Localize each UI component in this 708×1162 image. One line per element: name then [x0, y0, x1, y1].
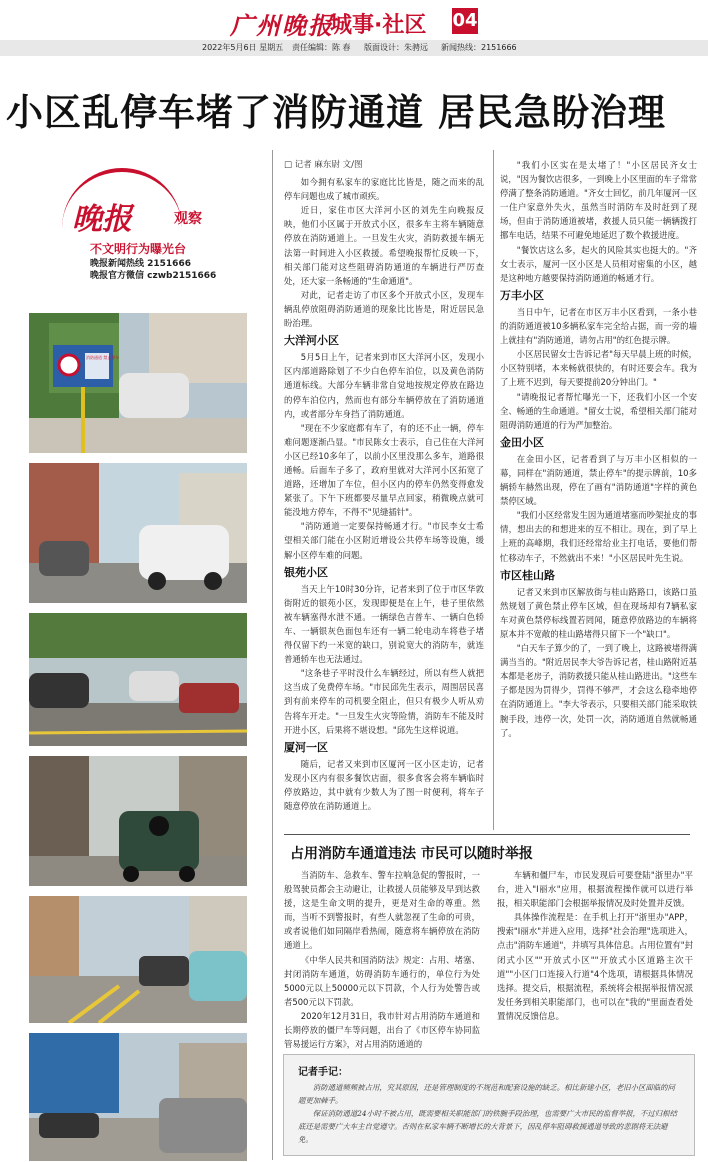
article-paragraph: 近日，家住市区大洋河小区的刘先生向晚报反映，他们小区属于开放式小区，很多车主将车辆随意停放在消防通道上。一旦发生火灾，消防救援车辆无法第一时间进入小区救援。希望晚报帮忙反映一下，相关部门能对这些阻碍消防通道的车辆进行严厉查处，还大家一条畅通的"生命通道"。	[284, 205, 484, 286]
reporter-notes-box	[283, 1054, 695, 1156]
page-headline: 小区乱停车堵了消防通道 居民急盼治理	[6, 91, 666, 134]
hotline-phone: 晚报新闻热线 2151666	[90, 259, 191, 269]
sub-article-title: 占用消防车通道违法 市民可以随时举报	[290, 846, 533, 862]
subhead-jintian: 金田小区	[500, 435, 544, 449]
sub-paragraph: 具体操作流程是：在手机上打开"浙里办"APP，搜索"I丽水"并进入应用，选择"社会治理"选项进入，点击"消防车通道"，并填写具体信息。占用位置有"封闭式小区""开放式小区""开放式小区道路主次干道""小区门口连接入行道"4个选项，请根据具体情况选择。提交后，根据流程，系统将会根据举报情况派发任务到相关职能部门，也可以在"我的"里面查看处置情况反馈信息。	[497, 912, 693, 1021]
notes-paragraph: 保证消防通道24小时不被占用，既需要相关职能部门的铁腕手段治理，也需要广大市民的监督举报，不过归根结底还是需要广大车主自觉遵守。否则在私家车辆不断增长的大背景下，因乱停车阻碍救援通道导致的悲剧将无法避免。	[298, 1109, 677, 1144]
subhead-guishan: 市区桂山路	[500, 568, 555, 582]
article-paragraph: "我们小区经常发生因为通道堵塞而吵架扯皮的事情，想出去的和想进来的互不相让。现在，到了早上上班的高峰期，我们还经常给业主打电话，要他们帮忙移动车子，不然就出不来！"小区居民叶先生说。	[500, 510, 697, 563]
info-line	[0, 40, 708, 56]
page-number-badge: 04	[452, 8, 478, 34]
article-paragraph: 随后，记者又来到市区厦河一区小区走访，记者发现小区内有很多餐饮店面，很多食客会将车辆临时停放路边，其中就有少数人为了图一时便利，将车子随意停放在消防通道上。	[284, 758, 484, 812]
article-paragraph: 当天上午10时30分许，记者来到了位于市区华敦街附近的银苑小区，发现即便是在上午，巷子里依然被车辆塞得水泄不通。一辆绿色吉普车、一辆白色轿车、一辆银灰色面包车还有一辆二轮电动车将巷子堵得仅留下约一米宽的缺口，别说宽大的消防车，就连普通轿车也无法通过。	[284, 583, 484, 665]
issue-date: 2022年5月6日 星期五	[202, 43, 284, 52]
article-paragraph: 如今拥有私家车的家庭比比皆是，随之而来的乱停车问题也成了城市顽疾。	[284, 177, 484, 202]
sub-article-rule	[284, 834, 690, 835]
news-hotline: 新闻热线：2151666	[441, 43, 517, 52]
sub-article-left	[284, 868, 480, 1051]
notes-body	[298, 1081, 682, 1146]
photo-yellow-line-road	[29, 896, 247, 1023]
column-rule	[272, 150, 273, 1160]
article-paragraph: 5月5日上午，记者来到市区大洋河小区，发现小区内部道路除划了不少白色停车泊位，以及黄色消防通道标线。大部分车辆非常自觉地按规定停放在路边的停车泊位内，然而也有部分车辆停放在了消防通道内，或者部分车身挡了消防通道。	[284, 352, 484, 419]
editor-credit: 责任编辑：陈 春	[292, 43, 351, 52]
article-column-1	[284, 158, 484, 813]
photo-alley-vehicles	[29, 613, 247, 746]
article-paragraph: 记者又来到市区解放街与桂山路路口，该路口虽然规划了黄色禁止停车区域，但在现场却有7辆私家车对黄色禁停标线置若罔闻，随意停放路边的车辆将原本并不宽敞的桂山路堵得只留下一个"缺口"。	[500, 586, 697, 639]
hotline-wechat: 晚报官方微信 czwb2151666	[90, 271, 217, 281]
article-paragraph: "请晚报记者帮忙曝光一下，还我们小区一个安全、畅通的生命通道。"留女士说，希望相关部门能对阻碍消防通道的行为严加整治。	[500, 391, 697, 430]
article-paragraph: "我们小区实在是太堵了！"小区居民齐女士说，"因为餐饮店很多，一到晚上小区里面的车子常常停满了整条消防通道。"齐女士回忆，前几年厦河一区一住户家意外失火，虽然当时消防车及时赶到了现场，但由于消防通道被堵，救援人员只能一辆辆拨打挪车电话，结果不可避免地延迟了数个救援进度。	[500, 160, 697, 241]
column-rule	[493, 150, 494, 830]
article-column-2	[500, 158, 697, 740]
notes-paragraph: 消防通道频频被占用，究其原因，还是管理制度的不规范和配套设施的缺乏。相比新建小区，老旧小区面临的问题更加棘手。	[298, 1083, 675, 1105]
article-paragraph: "消防通道一定要保持畅通才行。"市民李女士希望相关部门能在小区附近增设公共停车场等设施，缓解小区停车难的问题。	[284, 521, 484, 560]
column-logo	[62, 168, 222, 240]
photo-guishan-road	[29, 1033, 247, 1161]
logo-main-text: 晚报	[72, 202, 132, 237]
article-paragraph: 当日中午，记者在市区万丰小区看到，一条小巷的消防通道被10多辆私家车完全给占据，而一旁的墙上就挂有"消防通道，请勿占用"的红色提示牌。	[500, 306, 697, 346]
sub-paragraph: 2020年12月31日，我市针对占用消防车通道和长期停放的僵尸车等问题，出台了《市区停车协同监管易援运行方案》，对占用消防通道的	[284, 1010, 480, 1050]
newspaper-masthead: 广州晚报	[230, 11, 334, 40]
sub-paragraph: 《中华人民共和国消防法》规定：占用、堵塞、封闭消防车通道，妨碍消防车通行的，单位行为处5000元以上50000元以下罚款，个人行为处警告或者500元以下罚款。	[284, 954, 480, 1007]
logo-hotline	[90, 258, 216, 282]
section-title: 城事·社区	[330, 13, 427, 38]
photo-no-parking-sign	[29, 313, 247, 453]
logo-slogan: 不文明行为曝光台	[90, 242, 187, 256]
designer-credit: 版面设计：朱骋远	[364, 43, 428, 52]
subhead-xiahe: 厦河一区	[284, 740, 328, 754]
article-byline: □ 记者 麻东尉 文/图	[284, 160, 363, 170]
photo-street-parking	[29, 463, 247, 603]
article-paragraph: 对此，记者走访了市区多个开放式小区，发现车辆乱停放阻碍消防通道的现象比比皆是，附近居民急盼治理。	[284, 289, 484, 329]
logo-sub-text: 观察	[174, 211, 202, 227]
photo-jeep-in-alley	[29, 756, 247, 886]
article-paragraph: "这条巷子平时没什么车辆经过，所以有些人就把这当成了免费停车场。"市民邱先生表示，周围居民喜到有前来停车的司机要全阻止，但只有极少人听从劝告将车开走。"一旦发生火灾等险情，消防车不能及时开进小区，后果将不堪设想。"邱先生这样说道。	[284, 668, 484, 735]
sub-paragraph: 当消防车、急救车、警车拉响急促的警报时，一般驾驶员都会主动避让，让救援人员能够及早到达救援，这是生命文明的提升，更是对生命的尊重。然而，当听不到警报时，有些人就忽视了生命的可贵，或者说他们如同隔岸看热闹，随意将车辆停放在消防通道上。	[284, 870, 480, 951]
notes-title: 记者手记：	[298, 1067, 348, 1078]
subhead-yinyuan: 银苑小区	[284, 565, 328, 579]
subhead-dayanghe: 大洋河小区	[284, 334, 339, 348]
article-paragraph: 在金田小区，记者看到了与万丰小区相似的一幕，同样在"消防通道，禁止停车"的提示牌前，10多辆轿车赫然出现，停在了画有"消防通道"字样的黄色禁停区域。	[500, 453, 697, 507]
article-paragraph: 小区居民留女士告诉记者"每天早晨上班的时候，小区特别堵，本来畅就很快的，有时还要会车。我为了上班不迟到，每天要提前20分钟出门。"	[500, 349, 697, 388]
sub-paragraph: 车辆和僵尸车，市民发现后可要登陆"浙里办"平台，进入"I丽水"应用，根据流程操作就可以进行举报，相关职能部门会根据举报情况及时处置并反馈。	[497, 870, 693, 909]
sub-article-right	[497, 868, 693, 1023]
article-paragraph: "现在不少家庭都有车了，有的还不止一辆，停车难问题逐渐凸显。"市民陈女士表示，自己住在大洋河小区已经10多年了，以前小区里没那么多车，道路很通畅。后面车子多了，政府里就对大洋河小区拓宽了道路，还增加了车位，但小区内的停车仍然变得愈发紧张了。下午下班都要尽量早点回家，稍微晚点就可能没地方停车，不得不"见缝插针"。	[284, 422, 484, 518]
article-paragraph: "餐饮店这么多，起火的风险其实也挺大的。"齐女士表示，厦河一区小区是人员相对密集的小区，越是这种地方越要保持消防通道的畅通才行。	[500, 244, 697, 283]
photo-sign-text: 消防通道 禁止停车	[86, 355, 120, 360]
subhead-wanfeng: 万丰小区	[500, 288, 544, 302]
article-paragraph: "白天车子算少的了，一到了晚上，这路被堵得满满当当的。"附近居民李大爷告诉记者，桂山路附近基本都是老房子，消防救援只能从桂山路进出。"这些车子都是因为罚得少，罚得不够严，才会这么稳牵地停在消防通道上。"李大爷表示，只要相关部门能采取铁腕手段，违停一次，处罚一次，消防通道自然就畅通了。	[500, 643, 697, 738]
